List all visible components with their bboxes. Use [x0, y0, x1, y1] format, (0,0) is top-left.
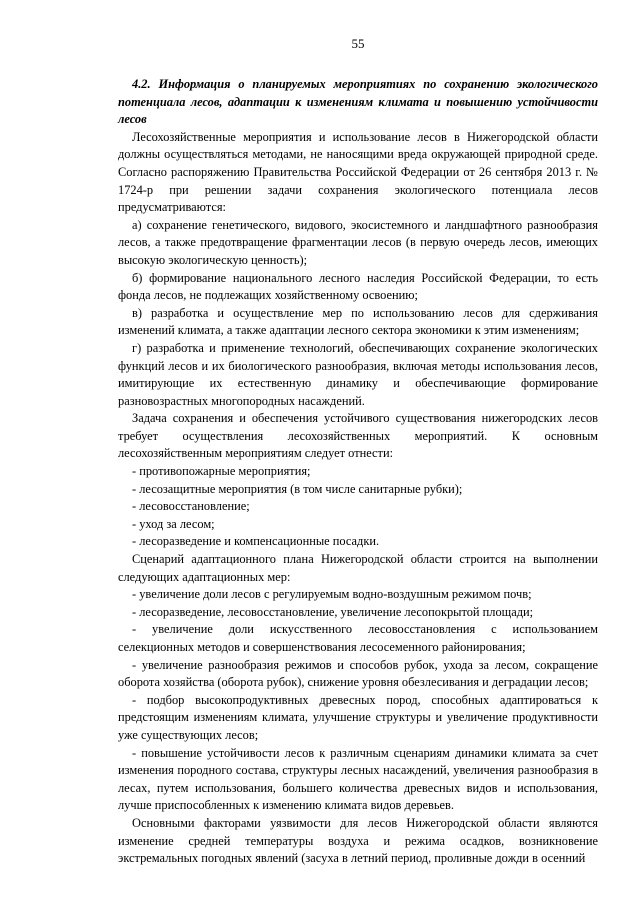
paragraph-measures: Задача сохранения и обеспечения устойчивого существования нижегородских лесов требует осуществления лесохозяйственных мероприятий. К основным лесохозяйственным мероприятиям следует отнести: — [118, 411, 598, 461]
measure-item: - лесоразведение и компенсационные посадки. — [132, 534, 380, 549]
list-item-a: а) сохранение генетического, видового, экосистемного и ландшафтного разнообразия лесов, а также предотвращение фрагментации лесов (в первую очередь лесов, имеющих высокую экологическую ценность); — [118, 217, 598, 267]
measure-item: - уход за лесом; — [132, 516, 215, 531]
adaptation-item: - подбор высокопродуктивных древесных пород, способных адаптироваться к предстоящим изменениям климата, улучшение структуры и увеличение продуктивности уже существующих лесов; — [118, 692, 598, 742]
adaptation-item: - повышение устойчивости лесов к различным сценариям динамики климата за счет изменения породного состава, структуры лесных насаждений, увеличения разнообразия в лесах, путем использования, большего количества древесных видов и использования, лучше приспособленных к изменению климата видов деревьев. — [118, 745, 598, 813]
paragraph-adaptation-scenario: Сценарий адаптационного плана Нижегородской области строится на выполнении следующих адаптационных мер: — [118, 552, 598, 584]
section-heading: 4.2. Информация о планируемых мероприятиях по сохранению экологического потенциала лесов, адаптации к изменениям климата и повышению устойчивости лесов — [118, 77, 598, 127]
adaptation-item: - лесоразведение, лесовосстановление, увеличение лесопокрытой площади; — [132, 604, 534, 619]
list-item-b: б) формирование национального лесного наследия Российской Федерации, то есть фонда лесов, не подлежащих хозяйственному освоению; — [118, 270, 598, 303]
measure-item: - противопожарные мероприятия; — [132, 464, 311, 479]
page-number: 55 — [351, 36, 365, 51]
adaptation-item: - увеличение разнообразия режимов и способов рубок, ухода за лесом, сокращение оборота хозяйства (оборота рубок), снижение уровня обезлесивания и деградации лесов; — [118, 657, 598, 690]
paragraph-vulnerability: Основными факторами уязвимости для лесов Нижегородской области являются изменение средней температуры воздуха и режима осадков, возникновение экстремальных погодных явлений (засуха в летний период, проливные дожди в осенний — [118, 815, 598, 866]
list-item-v: в) разработка и осуществление мер по использованию лесов для сдерживания изменений климата, а также адаптации лесного сектора экономики к этим изменениям; — [118, 305, 598, 338]
paragraph-intro: Лесохозяйственные мероприятия и использование лесов в Нижегородской области должны осуществляться методами, не наносящими вреда окружающей природной среде. Согласно распоряжению Правительства Российской Федерации от 26 сентября 2013 г. № 1724-р при решении задачи сохранения экологического потенциала лесов предусматриваются: — [118, 129, 598, 215]
adaptation-item: - увеличение доли искусственного лесовосстановления с использованием селекционных методов и совершенствования лесосеменного районирования; — [118, 622, 598, 654]
measure-item: - лесозащитные мероприятия (в том числе санитарные рубки); — [132, 481, 463, 496]
adaptation-item: - увеличение доли лесов с регулируемым водно-воздушным режимом почв; — [132, 587, 532, 602]
measure-item: - лесовосстановление; — [132, 499, 250, 514]
list-item-g: г) разработка и применение технологий, обеспечивающих сохранение экологических функций лесов и их биологического разнообразия, включая методы использования лесов, имитирующие их естественную динамику и обеспечивающие формирование разновозрастных многопородных насаждений. — [118, 340, 598, 408]
